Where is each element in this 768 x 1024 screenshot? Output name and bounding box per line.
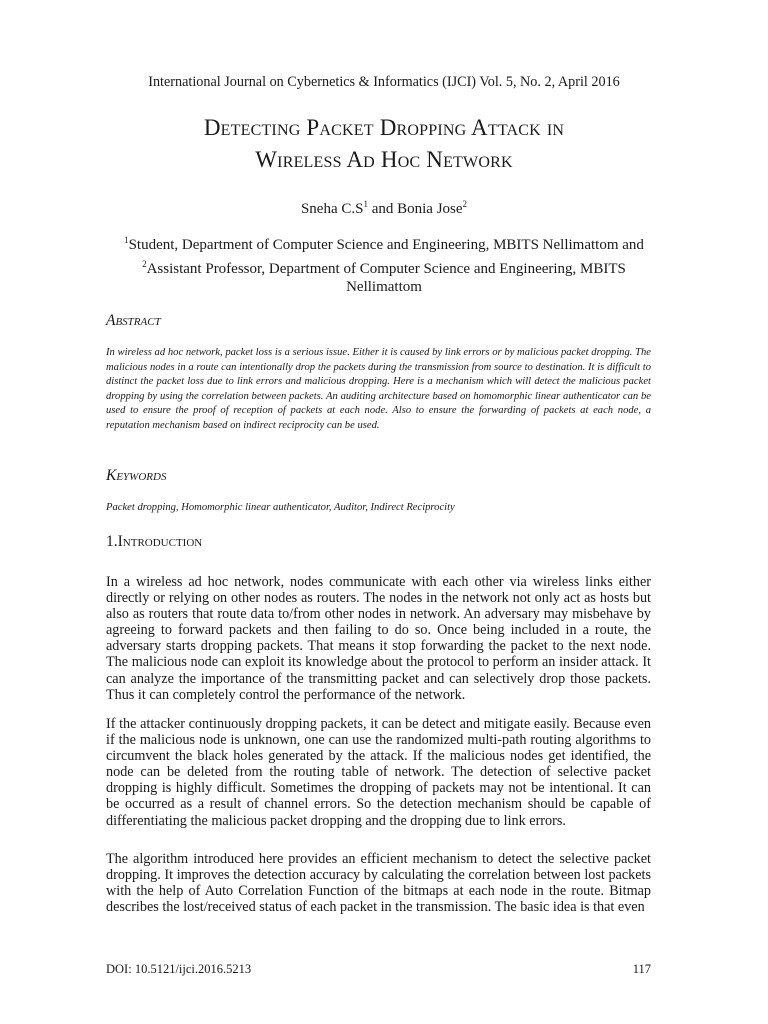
keywords-text: Packet dropping, Homomorphic linear authenticator, Auditor, Indirect Reciprocity	[106, 502, 455, 513]
keywords-heading: Keywords	[106, 467, 167, 484]
paper-title	[0, 112, 768, 176]
affiliation-2	[0, 255, 768, 279]
affiliation-3: Nellimattom	[346, 279, 422, 295]
affiliation-1	[0, 231, 768, 255]
title-line-1: Detecting Packet Dropping Attack in	[203, 115, 565, 140]
author-1: Sneha C.S	[300, 201, 364, 217]
intro-paragraph-3: The algorithm introduced here provides an efficient mechanism to detect the selective packet dropping. It improves the detection accuracy by calculating the correlation between lost packets with the help of Auto Correlation Function of the bitmaps at each node in the route. Bitmap describes the lost/received status of each packet in the transmission. The basic idea is that even	[106, 851, 651, 916]
intro-paragraph-2: If the attacker continuously dropping packets, it can be detect and mitigate easily. Because even if the malicious node is unknown, one can use the randomized multi-path routing algorithms to circumvent the black holes generated by the attack. If the malicious nodes get identified, the node can be deleted from the routing table of network. The detection of selective packet dropping is highly difficult. Sometimes the dropping of packets may not be intentional. It can be occurred as a result of channel errors. So the detection mechanism should be capable of differentiating the malicious packet dropping and the dropping due to link errors.	[106, 716, 651, 829]
affiliation-1-text: Student, Department of Computer Science and Engineering, MBITS Nellimattom and	[128, 237, 644, 253]
intro-paragraph-1: In a wireless ad hoc network, nodes communicate with each other via wireless links either directly or relying on other nodes as routers. The nodes in the network not only act as hosts but also as routers that route data to/from other nodes in network. An adversary may misbehave by agreeing to forward packets and then failing to do so. Once being included in a route, the adversary starts dropping packets. That means it stop forwarding the packet to the next node. The malicious node can exploit its knowledge about the protocol to perform an insider attack. It can analyze the importance of the transmitting packet and can selectively drop those packets. Thus it can completely control the performance of the network.	[106, 574, 651, 703]
introduction-heading: 1.Introduction	[106, 533, 203, 550]
affiliation-2-text: Assistant Professor, Department of Computer Science and Engineering, MBITS	[146, 260, 626, 277]
author-1-sup: 1	[363, 199, 368, 209]
title-line-2: Wireless Ad Hoc Network	[255, 147, 513, 172]
journal-header: International Journal on Cybernetics & Informatics (IJCI) Vol. 5, No. 2, April 2016	[148, 74, 620, 90]
affiliation-2-sup: 2	[142, 258, 147, 269]
affiliation-1-sup: 1	[124, 235, 129, 245]
abstract-heading: Abstract	[106, 312, 161, 329]
authors	[0, 199, 768, 218]
page-number: 117	[632, 962, 651, 976]
author-2-sup: 2	[462, 199, 468, 209]
footer-doi: DOI: 10.5121/ijci.2016.5213	[106, 962, 252, 976]
affiliations	[0, 231, 768, 297]
author-2: and Bonia Jose	[367, 201, 463, 217]
abstract-text: In wireless ad hoc network, packet loss is a serious issue. Either it is caused by link errors or by malicious packet dropping. The malicious nodes in a route can intentionally drop the packets during the transmission from source to destination. It is difficult to distinct the packet loss due to link errors and malicious dropping. Here is a mechanism which will detect the malicious packet dropping by using the correlation between packets. An auditing architecture based on homomorphic linear authenticator can be used to ensure the proof of reception of packets at each node. Also to ensure the forwarding of packets at each node, a reputation mechanism based on indirect reciprocity can be used.	[106, 347, 651, 431]
